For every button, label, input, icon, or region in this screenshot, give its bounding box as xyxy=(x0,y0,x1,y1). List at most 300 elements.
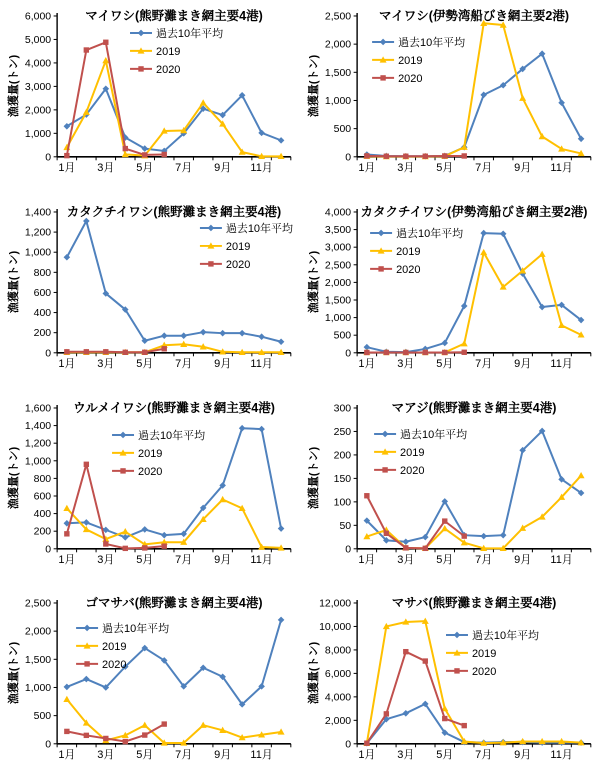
data-point xyxy=(84,349,89,354)
x-tick-label: 5月 xyxy=(136,357,154,370)
data-point xyxy=(442,716,447,721)
legend-entry-過去10年平均 xyxy=(130,26,223,40)
data-point xyxy=(578,471,585,477)
legend-entry-2020 xyxy=(374,464,424,476)
series-line-2019 xyxy=(67,499,281,547)
legend-entry-2019 xyxy=(200,241,250,253)
data-point xyxy=(403,710,410,717)
data-point xyxy=(364,153,369,158)
y-axis-title: 漁獲量(トン) xyxy=(8,54,20,118)
legend-label: 2019 xyxy=(398,54,423,67)
chart-title: カタクチイワシ(熊野灘まき網主要4港) xyxy=(66,204,282,219)
data-point xyxy=(462,349,467,354)
y-tick-label: 0 xyxy=(45,348,52,360)
data-point xyxy=(539,250,546,256)
x-tick-label: 11月 xyxy=(550,357,573,370)
data-point xyxy=(403,154,408,159)
data-point xyxy=(239,330,246,337)
x-tick-label: 7月 xyxy=(175,749,193,762)
y-tick-label: 0 xyxy=(345,152,352,164)
data-point xyxy=(558,321,565,327)
legend-entry-2019 xyxy=(76,641,126,653)
data-point xyxy=(64,729,69,734)
y-tick-label: 12,000 xyxy=(319,598,352,610)
legend-entry-過去10年平均 xyxy=(370,226,463,240)
legend-marker xyxy=(382,467,387,472)
data-point xyxy=(442,350,447,355)
x-tick-label: 11月 xyxy=(550,749,573,762)
legend-entry-2019 xyxy=(374,446,424,458)
x-tick-label: 5月 xyxy=(436,357,454,370)
x-tick-label: 1月 xyxy=(58,161,76,174)
series-line-2019 xyxy=(367,475,581,548)
data-point xyxy=(122,534,129,541)
y-axis-title: 漁獲量(トン) xyxy=(8,446,20,509)
data-point xyxy=(219,330,226,337)
y-tick-label: 5,000 xyxy=(24,34,52,46)
plot-area xyxy=(0,196,300,392)
plot-area xyxy=(0,392,300,588)
series-line-過去10年平均 xyxy=(67,221,281,342)
legend-label: 2020 xyxy=(138,465,163,478)
x-tick-label: 11月 xyxy=(550,553,573,566)
x-tick-label: 1月 xyxy=(358,749,376,762)
data-point xyxy=(384,350,389,355)
y-tick-label: 500 xyxy=(333,330,352,342)
x-tick-label: 1月 xyxy=(58,357,76,370)
legend-entry-2020 xyxy=(446,666,496,678)
y-tick-label: 2,500 xyxy=(324,11,352,23)
legend-marker xyxy=(138,66,143,71)
legend-marker xyxy=(120,431,127,438)
plot-area xyxy=(0,587,300,783)
x-tick-label: 7月 xyxy=(475,553,493,566)
data-point xyxy=(384,530,389,535)
chart-maiwashi-isewan xyxy=(300,0,600,196)
y-tick-label: 3,000 xyxy=(24,81,52,93)
x-tick-label: 11月 xyxy=(550,161,573,174)
chart-urumeiwashi-kumanonada xyxy=(0,392,300,588)
data-point xyxy=(161,531,168,538)
series-line-2020 xyxy=(67,724,164,741)
x-tick-label: 7月 xyxy=(175,553,193,566)
y-tick-label: 2,000 xyxy=(324,716,352,728)
x-tick-label: 1月 xyxy=(358,161,376,174)
data-point xyxy=(278,525,285,532)
legend-entry-2019 xyxy=(112,447,162,459)
legend-entry-2019 xyxy=(370,246,420,258)
data-point xyxy=(142,152,147,157)
y-tick-label: 1,500 xyxy=(24,655,52,667)
plot-area xyxy=(300,392,600,588)
y-tick-label: 0 xyxy=(45,543,52,555)
legend-label: 2019 xyxy=(138,447,163,460)
series-line-2020 xyxy=(67,42,164,155)
y-tick-label: 2,000 xyxy=(324,277,352,289)
x-tick-label: 9月 xyxy=(214,553,232,566)
legend-entry-2019 xyxy=(130,46,180,58)
data-point xyxy=(442,153,447,158)
y-tick-label: 1,000 xyxy=(24,247,52,259)
y-tick-label: 100 xyxy=(333,496,352,508)
legend-label: 2020 xyxy=(225,258,251,271)
y-tick-label: 0 xyxy=(345,348,352,360)
data-point xyxy=(123,349,128,354)
data-point xyxy=(384,154,389,159)
data-point xyxy=(63,696,70,702)
x-tick-label: 5月 xyxy=(436,749,454,762)
series-line-過去10年平均 xyxy=(67,620,281,704)
legend-marker xyxy=(378,266,383,271)
y-tick-label: 2,000 xyxy=(324,39,352,51)
chart-title: ゴマサバ(熊野灘まき網主要4港) xyxy=(85,596,263,611)
data-point xyxy=(480,532,487,539)
y-tick-label: 0 xyxy=(345,739,352,751)
legend-marker xyxy=(120,468,125,473)
data-point xyxy=(500,531,507,538)
chart-title: マサバ(熊野灘まき網主要4港) xyxy=(391,596,557,611)
x-tick-label: 5月 xyxy=(136,749,154,762)
y-tick-label: 1,200 xyxy=(24,438,52,450)
legend-marker xyxy=(380,75,385,80)
legend-entry-2020 xyxy=(200,259,250,271)
x-tick-label: 7月 xyxy=(475,161,493,174)
data-point xyxy=(64,349,69,354)
y-tick-label: 400 xyxy=(33,307,52,319)
y-tick-label: 400 xyxy=(33,508,52,520)
legend-label: 過去10年平均 xyxy=(155,27,224,40)
legend-label: 過去10年平均 xyxy=(400,428,468,441)
y-tick-label: 1,500 xyxy=(324,295,352,307)
legend-label: 2019 xyxy=(400,446,425,459)
x-tick-label: 9月 xyxy=(514,357,532,370)
y-tick-label: 2,000 xyxy=(24,626,52,638)
y-tick-label: 2,500 xyxy=(324,260,352,272)
chart-title: マアジ(熊野灘まき網主要4港) xyxy=(391,400,557,415)
data-point xyxy=(84,733,89,738)
y-tick-label: 6,000 xyxy=(24,11,52,23)
series-line-過去10年平均 xyxy=(367,704,581,743)
legend-label: 2020 xyxy=(400,464,425,477)
legend-label: 過去10年平均 xyxy=(225,222,293,235)
data-point xyxy=(423,659,428,664)
y-tick-label: 1,000 xyxy=(324,95,352,107)
legend-label: 2020 xyxy=(102,659,127,672)
data-point xyxy=(364,350,369,355)
y-tick-label: 600 xyxy=(33,490,52,502)
data-point xyxy=(480,249,487,255)
data-point xyxy=(142,545,147,550)
legend-marker xyxy=(380,39,387,46)
data-point xyxy=(103,736,108,741)
data-point xyxy=(200,329,207,336)
legend-marker xyxy=(208,261,213,266)
x-tick-label: 9月 xyxy=(214,749,232,762)
data-point xyxy=(162,346,167,351)
x-tick-label: 3月 xyxy=(97,357,115,370)
legend-marker xyxy=(454,668,459,673)
x-tick-label: 3月 xyxy=(397,357,415,370)
data-point xyxy=(364,493,369,498)
x-tick-label: 7月 xyxy=(175,357,193,370)
data-point xyxy=(161,332,168,339)
x-tick-label: 9月 xyxy=(214,161,232,174)
legend-label: 2019 xyxy=(471,648,497,661)
data-point xyxy=(141,722,148,728)
data-point xyxy=(403,545,408,550)
data-point xyxy=(122,528,129,534)
chart-title: マイワシ(伊勢湾船びき網主要2港) xyxy=(378,9,570,23)
chart-katakuchiiwashi-kumanonada xyxy=(0,196,300,392)
y-axis-title: 漁獲量(トン) xyxy=(308,250,320,313)
y-tick-label: 800 xyxy=(33,267,52,279)
y-tick-label: 6,000 xyxy=(324,669,352,681)
data-point xyxy=(258,425,265,432)
series-line-過去10年平均 xyxy=(67,89,281,151)
data-point xyxy=(142,733,147,738)
x-tick-label: 7月 xyxy=(175,161,193,174)
legend-label: 過去10年平均 xyxy=(138,429,206,442)
data-point xyxy=(462,533,467,538)
legend-entry-2020 xyxy=(76,659,126,671)
x-tick-label: 5月 xyxy=(136,161,154,174)
x-tick-label: 1月 xyxy=(358,357,376,370)
x-tick-label: 9月 xyxy=(514,553,532,566)
legend-entry-2019 xyxy=(446,648,496,660)
legend-marker xyxy=(84,625,91,632)
x-tick-label: 11月 xyxy=(250,161,273,174)
plot-area xyxy=(300,0,600,196)
legend-marker xyxy=(84,661,89,666)
y-tick-label: 3,500 xyxy=(324,224,352,236)
x-tick-label: 3月 xyxy=(397,553,415,566)
data-point xyxy=(64,153,69,158)
legend-entry-2019 xyxy=(372,55,422,67)
y-tick-label: 300 xyxy=(333,402,352,414)
legend-entry-2020 xyxy=(130,64,180,76)
data-point xyxy=(442,518,447,523)
chart-title: マイワシ(熊野灘まき網主要4港) xyxy=(85,9,263,23)
chart-katakuchiiwashi-isewan xyxy=(300,196,600,392)
data-point xyxy=(403,350,408,355)
data-point xyxy=(63,504,70,510)
data-point xyxy=(162,152,167,157)
x-tick-label: 11月 xyxy=(250,357,273,370)
legend-label: 2020 xyxy=(155,63,181,76)
data-point xyxy=(64,531,69,536)
data-point xyxy=(64,684,71,691)
data-point xyxy=(162,543,167,548)
data-point xyxy=(403,538,410,545)
legend-label: 2020 xyxy=(471,666,497,679)
legend-label: 2020 xyxy=(396,263,421,276)
legend-entry-過去10年平均 xyxy=(112,427,205,441)
data-point xyxy=(239,424,246,431)
data-point xyxy=(103,541,108,546)
data-point xyxy=(384,711,389,716)
chart-maiwashi-kumanonada xyxy=(0,0,300,196)
data-point xyxy=(103,40,108,45)
y-tick-label: 1,000 xyxy=(24,128,52,140)
y-tick-label: 4,000 xyxy=(24,58,52,70)
legend-label: 2019 xyxy=(225,240,251,253)
data-point xyxy=(219,495,226,501)
x-tick-label: 9月 xyxy=(214,357,232,370)
plot-area xyxy=(300,196,600,392)
y-tick-label: 3,000 xyxy=(324,242,352,254)
x-tick-label: 5月 xyxy=(436,161,454,174)
data-point xyxy=(461,340,468,346)
y-tick-label: 250 xyxy=(333,426,352,438)
y-tick-label: 0 xyxy=(45,739,52,751)
y-tick-label: 500 xyxy=(333,124,352,136)
legend-label: 2019 xyxy=(102,641,127,654)
y-tick-label: 4,000 xyxy=(324,692,352,704)
y-tick-label: 4,000 xyxy=(324,207,352,219)
y-tick-label: 800 xyxy=(33,473,52,485)
y-tick-label: 2,000 xyxy=(24,105,52,117)
x-tick-label: 7月 xyxy=(475,357,493,370)
x-tick-label: 1月 xyxy=(58,553,76,566)
legend-entry-2020 xyxy=(370,264,420,276)
y-axis-title: 漁獲量(トン) xyxy=(308,642,320,705)
y-tick-label: 2,500 xyxy=(24,598,52,610)
data-point xyxy=(462,153,467,158)
data-point xyxy=(519,95,526,101)
legend-label: 過去10年平均 xyxy=(396,227,464,240)
y-tick-label: 8,000 xyxy=(324,645,352,657)
legend-entry-過去10年平均 xyxy=(200,221,293,235)
data-point xyxy=(103,349,108,354)
y-tick-label: 1,000 xyxy=(24,683,52,695)
data-point xyxy=(480,230,487,237)
y-tick-label: 1,600 xyxy=(24,402,52,414)
data-point xyxy=(423,154,428,159)
data-point xyxy=(364,741,369,746)
data-point xyxy=(83,676,90,683)
y-tick-label: 0 xyxy=(345,543,352,555)
legend-marker xyxy=(382,430,389,437)
y-axis-title: 漁獲量(トン) xyxy=(308,54,320,118)
legend-label: 2020 xyxy=(398,72,423,85)
y-tick-label: 10,000 xyxy=(319,622,352,634)
series-line-過去10年平均 xyxy=(367,430,581,541)
data-point xyxy=(423,545,428,550)
y-tick-label: 200 xyxy=(33,327,52,339)
y-tick-label: 1,200 xyxy=(24,227,52,239)
legend-entry-過去10年平均 xyxy=(76,621,169,635)
y-tick-label: 500 xyxy=(33,711,52,723)
x-tick-label: 3月 xyxy=(397,161,415,174)
data-point xyxy=(180,332,187,339)
legend-marker xyxy=(378,229,385,236)
y-tick-label: 200 xyxy=(33,526,52,538)
y-tick-label: 200 xyxy=(333,449,352,461)
y-tick-label: 150 xyxy=(333,473,352,485)
data-point xyxy=(258,333,265,340)
data-point xyxy=(123,146,128,151)
x-tick-label: 1月 xyxy=(358,553,376,566)
data-point xyxy=(278,338,285,345)
data-point xyxy=(500,230,507,237)
data-point xyxy=(162,722,167,727)
x-tick-label: 11月 xyxy=(250,553,273,566)
data-point xyxy=(200,99,207,105)
data-point xyxy=(123,545,128,550)
legend-label: 2019 xyxy=(396,245,421,258)
x-tick-label: 1月 xyxy=(58,749,76,762)
legend-label: 2019 xyxy=(155,45,181,58)
data-point xyxy=(462,723,467,728)
series-line-2020 xyxy=(367,495,464,548)
data-point xyxy=(123,739,128,744)
x-tick-label: 3月 xyxy=(97,749,115,762)
plot-area xyxy=(0,0,300,196)
x-tick-label: 3月 xyxy=(97,161,115,174)
legend-entry-過去10年平均 xyxy=(446,628,539,642)
y-axis-title: 漁獲量(トン) xyxy=(308,446,320,509)
data-point xyxy=(142,349,147,354)
data-point xyxy=(200,722,207,728)
plot-area xyxy=(300,587,600,783)
y-axis-title: 漁獲量(トン) xyxy=(8,250,20,313)
chart-title: カタクチイワシ(伊勢湾船びき網主要2港) xyxy=(360,204,588,219)
y-tick-label: 600 xyxy=(33,287,52,299)
x-tick-label: 5月 xyxy=(136,553,154,566)
legend-label: 過去10年平均 xyxy=(398,36,466,49)
y-tick-label: 1,000 xyxy=(24,455,52,467)
data-point xyxy=(278,137,285,144)
legend-marker xyxy=(208,224,215,231)
chart-maaji-kumanonada xyxy=(300,392,600,588)
legend-marker xyxy=(454,632,461,639)
legend-entry-過去10年平均 xyxy=(372,35,465,49)
data-point xyxy=(480,92,487,99)
x-tick-label: 9月 xyxy=(514,749,532,762)
x-tick-label: 3月 xyxy=(397,749,415,762)
series-line-2020 xyxy=(67,349,164,353)
y-tick-label: 0 xyxy=(45,152,52,164)
data-point xyxy=(278,617,285,624)
y-axis-title: 漁獲量(トン) xyxy=(8,642,20,705)
x-tick-label: 5月 xyxy=(436,553,454,566)
x-tick-label: 7月 xyxy=(475,749,493,762)
y-tick-label: 1,400 xyxy=(24,420,52,432)
legend-label: 過去10年平均 xyxy=(471,630,540,643)
legend-marker xyxy=(138,30,145,37)
y-tick-label: 1,500 xyxy=(324,67,352,79)
y-tick-label: 1,000 xyxy=(324,312,352,324)
legend-entry-過去10年平均 xyxy=(374,426,467,440)
data-point xyxy=(84,461,89,466)
data-point xyxy=(83,519,90,526)
data-point xyxy=(403,649,408,654)
legend-label: 過去10年平均 xyxy=(102,623,170,636)
series-line-2020 xyxy=(367,652,464,744)
legend-entry-2020 xyxy=(372,73,422,85)
data-point xyxy=(141,526,148,533)
chart-title: ウルメイワシ(熊野灘まき網主要4港) xyxy=(73,400,275,415)
chart-masaba-kumanonada xyxy=(300,587,600,783)
chart-gomasaba-kumanonada xyxy=(0,587,300,783)
data-point xyxy=(84,47,89,52)
legend-entry-2020 xyxy=(112,465,162,477)
x-tick-label: 9月 xyxy=(514,161,532,174)
data-point xyxy=(423,350,428,355)
x-tick-label: 3月 xyxy=(97,553,115,566)
y-tick-label: 1,400 xyxy=(24,207,52,219)
x-tick-label: 11月 xyxy=(250,749,273,762)
